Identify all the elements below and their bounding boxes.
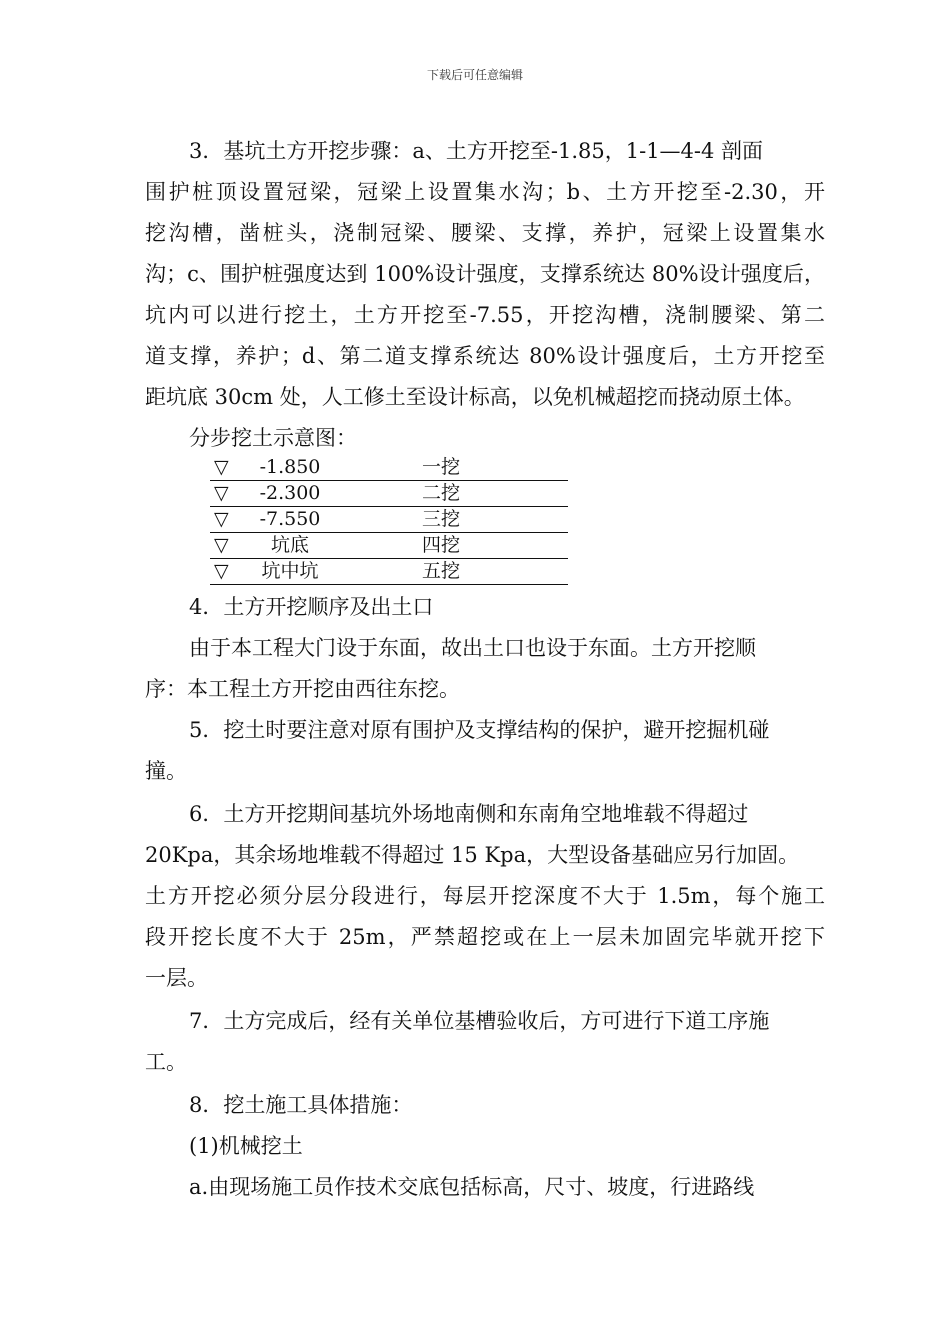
diagram-caption: 分步挖土示意图： xyxy=(189,426,357,450)
step-level: 坑底 xyxy=(270,534,309,556)
paragraph-5-line-2: 撞。 xyxy=(145,759,187,783)
step-stage: 二挖 xyxy=(422,482,461,504)
table-row xyxy=(210,559,568,585)
paragraph-3-line-6: 道支撑，养护；d、第二道支撑系统达 80%设计强度后，土方开挖至 xyxy=(145,344,825,368)
paragraph-3-line-7: 距坑底 30cm 处，人工修土至设计标高，以免机械超挖而挠动原土体。 xyxy=(145,385,805,409)
paragraph-4-line-2: 序：本工程土方开挖由西往东挖。 xyxy=(145,677,460,701)
section-4-heading: 4．土方开挖顺序及出土口 xyxy=(189,595,434,619)
paragraph-6-line-5: 一层。 xyxy=(145,966,208,990)
paragraph-4-line-1: 由于本工程大门设于东面，故出土口也设于东面。土方开挖顺 xyxy=(189,636,756,660)
level-marker-icon: ▽ xyxy=(214,456,229,478)
paragraph-3-line-2: 围护桩顶设置冠梁，冠梁上设置集水沟；b、土方开挖至-2.30，开 xyxy=(145,180,825,204)
paragraph-3-line-4: 沟；c、围护桩强度达到 100%设计强度，支撑系统达 80%设计强度后， xyxy=(145,262,825,286)
level-marker-icon: ▽ xyxy=(214,482,229,504)
paragraph-3-line-1: 3．基坑土方开挖步骤：a、土方开挖至-1.85，1-1—4-4 剖面 xyxy=(189,139,764,163)
paragraph-3-line-5: 坑内可以进行挖土，土方开挖至-7.55，开挖沟槽，浇制腰梁、第二 xyxy=(145,303,825,327)
step-level: -1.850 xyxy=(259,456,321,478)
page-header: 下载后可任意编辑 xyxy=(426,68,523,82)
paragraph-6-line-1: 6．土方开挖期间基坑外场地南侧和东南角空地堆载不得超过 xyxy=(189,802,749,826)
step-stage: 四挖 xyxy=(422,534,461,556)
step-level: -7.550 xyxy=(259,508,321,530)
paragraph-8a-line-1: a.由现场施工员作技术交底包括标高，尺寸、坡度，行进路线 xyxy=(189,1175,755,1199)
paragraph-6-line-3: 土方开挖必须分层分段进行，每层开挖深度不大于 1.5m，每个施工 xyxy=(145,884,825,908)
paragraph-6-line-2: 20Kpa，其余场地堆载不得超过 15 Kpa，大型设备基础应另行加固。 xyxy=(145,843,800,867)
level-marker-icon: ▽ xyxy=(214,534,229,556)
excavation-steps-table xyxy=(210,455,568,585)
paragraph-5-line-1: 5．挖土时要注意对原有围护及支撑结构的保护，避开挖掘机碰 xyxy=(189,718,770,742)
paragraph-7-line-2: 工。 xyxy=(145,1050,187,1074)
step-stage: 三挖 xyxy=(422,508,461,530)
table-row xyxy=(210,533,568,559)
table-row xyxy=(210,455,568,481)
table-row xyxy=(210,481,568,507)
step-level: 坑中坑 xyxy=(261,560,319,582)
paragraph-3-line-3: 挖沟槽，凿桩头，浇制冠梁、腰梁、支撑，养护，冠梁上设置集水 xyxy=(145,221,825,245)
level-marker-icon: ▽ xyxy=(214,560,229,582)
paragraph-7-line-1: 7．土方完成后，经有关单位基槽验收后，方可进行下道工序施 xyxy=(189,1009,770,1033)
subsection-heading: (1)机械挖土 xyxy=(189,1134,303,1158)
step-level: -2.300 xyxy=(259,482,321,504)
section-8-heading: 8．挖土施工具体措施： xyxy=(189,1093,413,1117)
table-row xyxy=(210,507,568,533)
paragraph-6-line-4: 段开挖长度不大于 25m，严禁超挖或在上一层未加固完毕就开挖下 xyxy=(145,925,825,949)
level-marker-icon: ▽ xyxy=(214,508,229,530)
step-stage: 一挖 xyxy=(422,456,461,478)
step-stage: 五挖 xyxy=(422,560,461,582)
